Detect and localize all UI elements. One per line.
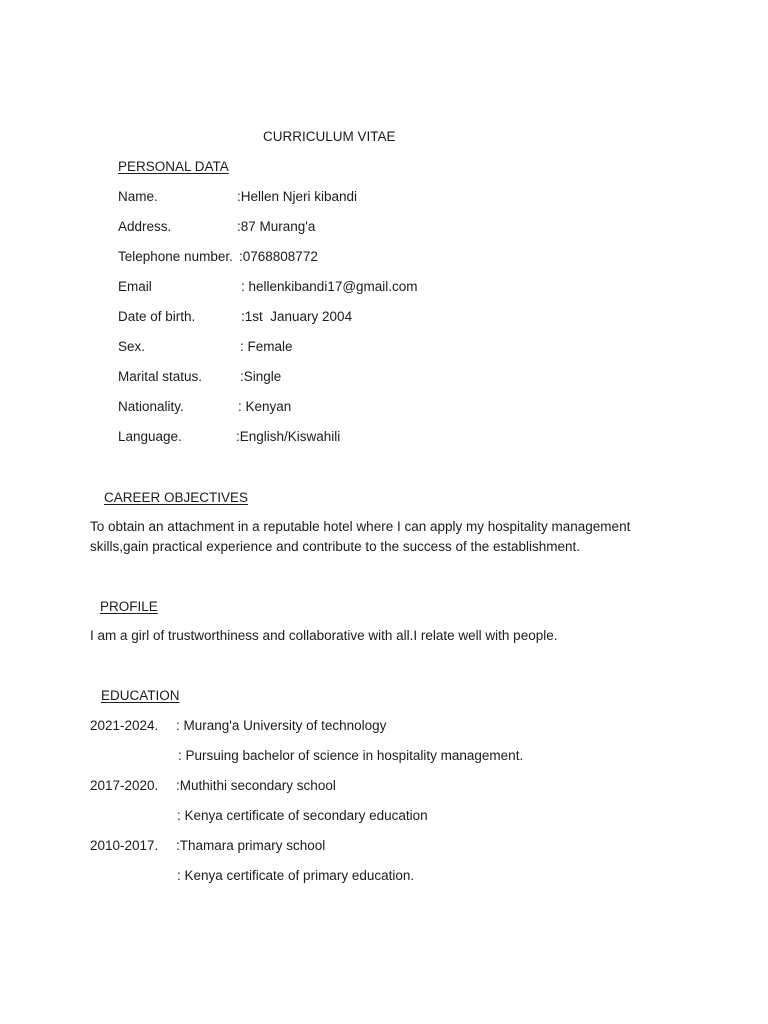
nationality-value: : Kenyan	[238, 399, 292, 414]
nationality-label: Nationality.	[118, 399, 184, 414]
language-label: Language.	[118, 429, 182, 444]
date-of-birth-value: :1st January 2004	[241, 309, 353, 324]
education-years: 2010-2017.	[90, 838, 159, 853]
date-of-birth-label: Date of birth.	[118, 309, 196, 324]
email-label: Email	[118, 279, 152, 294]
marital-status-label: Marital status.	[118, 369, 203, 384]
address-label: Address.	[118, 219, 172, 234]
language-value: :English/Kiswahili	[236, 429, 341, 444]
profile-text: I am a girl of trustworthiness and collaborative with all.I relate well with people.	[90, 628, 558, 643]
education-institution: :Muthithi secondary school	[176, 778, 336, 793]
education-years: 2017-2020.	[90, 778, 159, 793]
marital-status-value: :Single	[240, 369, 282, 384]
personal-data-heading: PERSONAL DATA	[118, 159, 229, 174]
education-detail: : Kenya certificate of primary education.	[177, 868, 415, 883]
education-heading: EDUCATION	[101, 688, 180, 703]
document-title: CURRICULUM VITAE	[263, 129, 396, 144]
address-value: :87 Murang'a	[237, 219, 316, 234]
name-label: Name.	[118, 189, 158, 204]
telephone-label: Telephone number.	[118, 249, 233, 264]
profile-heading: PROFILE	[100, 599, 158, 614]
education-institution: :Thamara primary school	[176, 838, 326, 853]
email-value: : hellenkibandi17@gmail.com	[241, 279, 418, 294]
education-years: 2021-2024.	[90, 718, 159, 733]
education-detail: : Pursuing bachelor of science in hospitality management.	[178, 748, 524, 763]
name-value: :Hellen Njeri kibandi	[237, 189, 358, 204]
telephone-value: :0768808772	[239, 249, 318, 264]
sex-label: Sex.	[118, 339, 146, 354]
career-objectives-heading: CAREER OBJECTIVES	[104, 490, 249, 505]
education-institution: : Murang'a University of technology	[176, 718, 387, 733]
education-detail: : Kenya certificate of secondary education	[177, 808, 428, 823]
sex-value: : Female	[240, 339, 293, 354]
career-objectives-text: To obtain an attachment in a reputable hotel where I can apply my hospitality management skills,gain practical experience and contribute to the success of the establishment.	[90, 519, 631, 554]
